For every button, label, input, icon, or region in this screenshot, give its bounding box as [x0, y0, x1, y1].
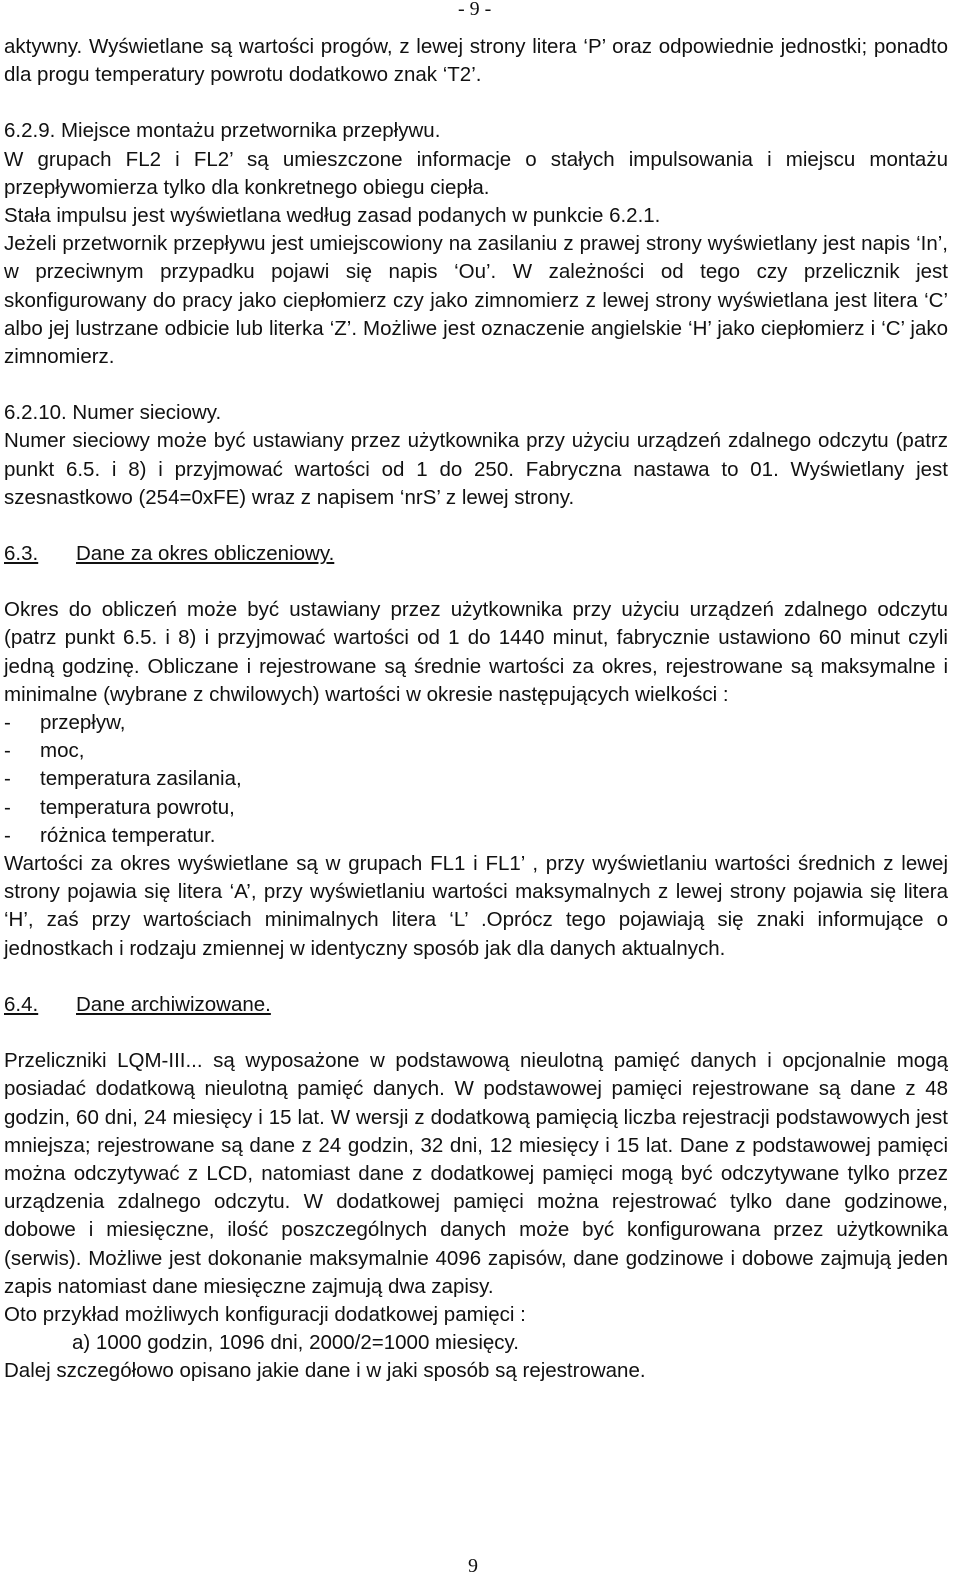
header-page-number: - 9 -	[458, 0, 492, 20]
section-title-6-3: Dane za okres obliczeniowy.	[76, 542, 335, 566]
section-title-6-2-10: 6.2.10. Numer sieciowy.	[4, 401, 222, 425]
paragraph-archived-data: Przeliczniki LQM-III... są wyposażone w podstawową nieulotną pamięć danych i opcjonalnie mogą posiadać dodatkową nieulotną pamięć danych. W podstawowej pamięci rejestrowane są dane z 48 godzin, 60 dni, 24 miesięcy i 15 lat. W wersji z dodatkową pamięcią liczba rejestracji podstawowych jest mniejsza; rejestrowane są dane z 24 godzin, 32 dni, 12 miesięcy i 15 lat. Dane z podstawowej pamięci można odczytywać z LCD, natomiast dane z dodatkowej pamięci mogą być odczytywane tylko przez urządzenia zdalnego odczytu. W dodatkowej pamięci można rejestrować tylko dane godzinowe, dobowe i miesięczne, ilość poszczególnych danych może być konfigurowana przez użytkownika (serwis). Możliwe jest dokonanie maksymalnie 4096 zapisów, dane godzinowe i dobowe zajmują jeden zapis natomiast dane miesięczne zajmują dwa zapisy.	[4, 1049, 948, 1298]
list-item: - temperatura powrotu,	[4, 795, 235, 819]
paragraph-pulse-constant: Stała impulsu jest wyświetlana według zasad podanych w punkcie 6.2.1.	[4, 204, 661, 228]
footer-page-number: 9	[468, 1555, 478, 1577]
paragraph-further-description: Dalej szczegółowo opisano jakie dane i w jaki sposób są rejestrowane.	[4, 1359, 646, 1383]
section-heading-6-4	[4, 991, 948, 1019]
section-number-6-4: 6.4.	[4, 992, 39, 1016]
paragraph-flow-location: Jeżeli przetwornik przepływu jest umiejscowiony na zasilaniu z prawej strony wyświetlany jest napis ‘In’, w przeciwnym przypadku pojawi się napis ‘Ou’. W zależności od tego czy przelicznik jest skonfigurowany do pracy jako ciepłomierz czy jako zimnomierz z lewej strony wyświetlana jest litera ‘C’ albo jej lustrzane odbicie lub literka ‘Z’. Możliwe jest oznaczenie angielskie ‘H’ jako ciepłomierz i ‘C’ jako zimnomierz.	[4, 232, 948, 369]
config-example-item: a) 1000 godzin, 1096 dni, 2000/2=1000 miesięcy.	[72, 1331, 519, 1355]
section-number-6-3: 6.3.	[4, 542, 39, 566]
section-title-6-2-9: 6.2.9. Miejsce montażu przetwornika przepływu.	[4, 119, 441, 143]
section-title-6-4: Dane archiwizowane.	[76, 992, 271, 1016]
quantities-list	[4, 709, 948, 850]
list-item: - moc,	[4, 739, 85, 763]
section-heading-6-3	[4, 540, 948, 568]
paragraph-config-example: Oto przykład możliwych konfiguracji dodatkowej pamięci :	[4, 1302, 526, 1326]
paragraph-network-number: Numer sieciowy może być ustawiany przez użytkownika przy użyciu urządzeń zdalnego odczytu (patrz punkt 6.5. i 8) i przyjmować wartości od 1 do 250. Fabryczna nastawa to 01. Wyświetlany jest szesnastkowo (254=0xFE) wraz z napisem ‘nrS’ z lewej strony.	[4, 429, 948, 509]
list-item: - przepływ,	[4, 711, 126, 735]
list-item: - temperatura zasilania,	[4, 767, 242, 791]
paragraph-calculation-period: Okres do obliczeń może być ustawiany przez użytkownika przy użyciu urządzeń zdalnego odczytu (patrz punkt 6.5. i 8) i przyjmować wartości od 1 do 1440 minut, fabrycznie ustawiono 60 minut czyli jedną godzinę. Obliczane i rejestrowane są średnie wartości za okres, rejestrowane są maksymalne i minimalne (wybrane z chwilowych) wartości w okresie następujących wielkości :	[4, 598, 948, 706]
page-content	[4, 33, 948, 1386]
paragraph-flow-groups: W grupach FL2 i FL2’ są umieszczone informacje o stałych impulsowania i miejscu montażu przepływomierza tylko dla konkretnego obiegu ciepła.	[4, 147, 948, 199]
paragraph-threshold-display: aktywny. Wyświetlane są wartości progów, z lewej strony litera ‘P’ oraz odpowiednie jednostki; ponadto dla progu temperatury powrotu dodatkowo znak ‘T2’.	[4, 35, 948, 87]
paragraph-period-values: Wartości za okres wyświetlane są w grupach FL1 i FL1’ , przy wyświetlaniu wartości średnich z lewej strony pojawia się litera ‘A’, przy wyświetlaniu wartości maksymalnych z lewej strony pojawia się litera ‘H’, zaś przy wartościach minimalnych litera ‘L’ .Oprócz tego pojawiają się znaki informujące o jednostkach i rodzaju zmiennej w identyczny sposób jak dla danych aktualnych.	[4, 852, 948, 960]
list-item: - różnica temperatur.	[4, 823, 216, 847]
